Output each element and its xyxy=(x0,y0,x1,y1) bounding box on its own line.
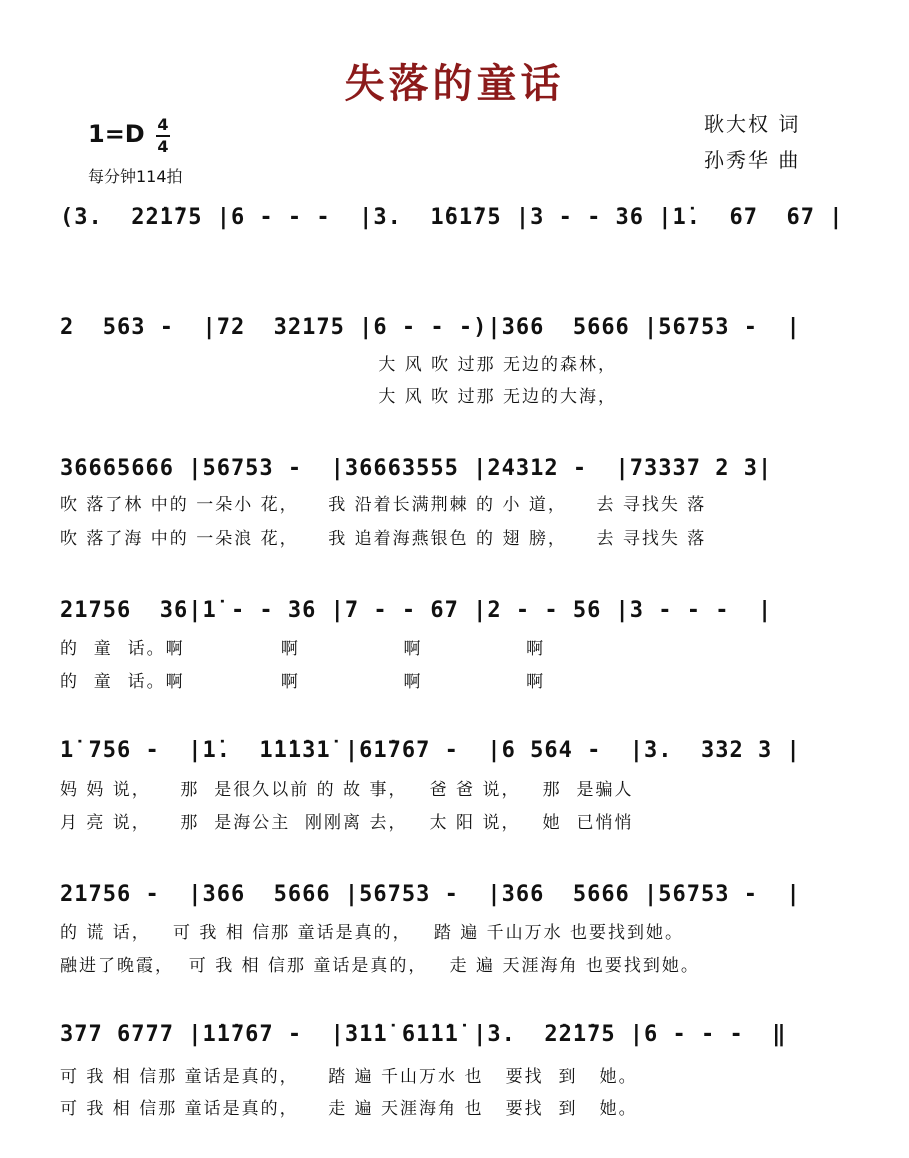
time-signature-top: 4 xyxy=(157,115,169,134)
lyric-line: 妈 妈 说， 那 是很久以前 的 故 事， 爸 爸 说， 那 是骗人 xyxy=(60,780,634,800)
lyric-line: 月 亮 说， 那 是海公主 刚刚离 去， 太 阳 说， 她 已悄悄 xyxy=(60,813,634,833)
lyric-line: 吹 落了海 中的 一朵浪 花， 我 追着海燕银色 的 翅 膀， 去 寻找失 落 xyxy=(60,529,707,549)
lyric-line: 的 童 话。啊 啊 啊 啊 xyxy=(60,672,546,692)
composer-credit: 孙秀华 曲 xyxy=(704,148,801,172)
lyric-line: 吹 落了林 中的 一朵小 花， 我 沿着长满荆棘 的 小 道， 去 寻找失 落 xyxy=(60,495,707,515)
lyric-line: 可 我 相 信那 童话是真的， 踏 遍 千山万水 也 要找 到 她。 xyxy=(60,1067,638,1087)
time-signature xyxy=(156,116,170,156)
notation-row: 36665666 |56753 - |36663555 |24312 - |73337 2 3| xyxy=(60,456,773,481)
song-title: 失落的童话 xyxy=(344,61,565,107)
notation-row: 2 563 - |72 32175 |6 - - -)|366 5666 |56753 - | xyxy=(60,315,801,340)
lyric-line: 的 童 话。啊 啊 啊 啊 xyxy=(60,639,546,659)
notation-row: 21756 - |366 5666 |56753 - |366 5666 |56753 - | xyxy=(60,882,801,907)
notation-row: 21756 36|1̇ - - 36 |7 - - 67 |2 - - 56 |3 - - - | xyxy=(60,598,773,623)
credits xyxy=(704,106,800,178)
time-signature-bottom: 4 xyxy=(157,137,169,156)
tempo-marking: 每分钟114拍 xyxy=(88,167,183,186)
notation-row: (3. 2̇2̇1̇75 |6 - - - |3. 1̇61̇75 |3 - - 36 |1̇. 67 67 | xyxy=(60,205,844,230)
notation-row: 1̇ 756 - |1̇. 1̇1̇1̇31̇ |61̇767 - |6 564 - |3. 332 3 | xyxy=(60,738,801,763)
lyric-line: 的 谎 话， 可 我 相 信那 童话是真的， 踏 遍 千山万水 也要找到她。 xyxy=(60,923,685,943)
lyric-line: 可 我 相 信那 童话是真的， 走 遍 天涯海角 也 要找 到 她。 xyxy=(60,1099,638,1119)
lyricist-credit: 耿大权 词 xyxy=(704,112,801,136)
key-signature: 1=D xyxy=(88,120,145,148)
notation-row: 377 6777 |1̇1̇767 - |31̇1̇ 61̇1̇1̇ |3. 2̇2̇1̇75 |6 - - - ‖ xyxy=(60,1022,787,1047)
lyric-line: 融进了晚霞， 可 我 相 信那 童话是真的， 走 遍 天涯海角 也要找到她。 xyxy=(60,956,700,976)
lyric-line: 大 风 吹 过那 无边的大海， xyxy=(60,387,617,407)
lyric-line: 大 风 吹 过那 无边的森林， xyxy=(60,355,617,375)
